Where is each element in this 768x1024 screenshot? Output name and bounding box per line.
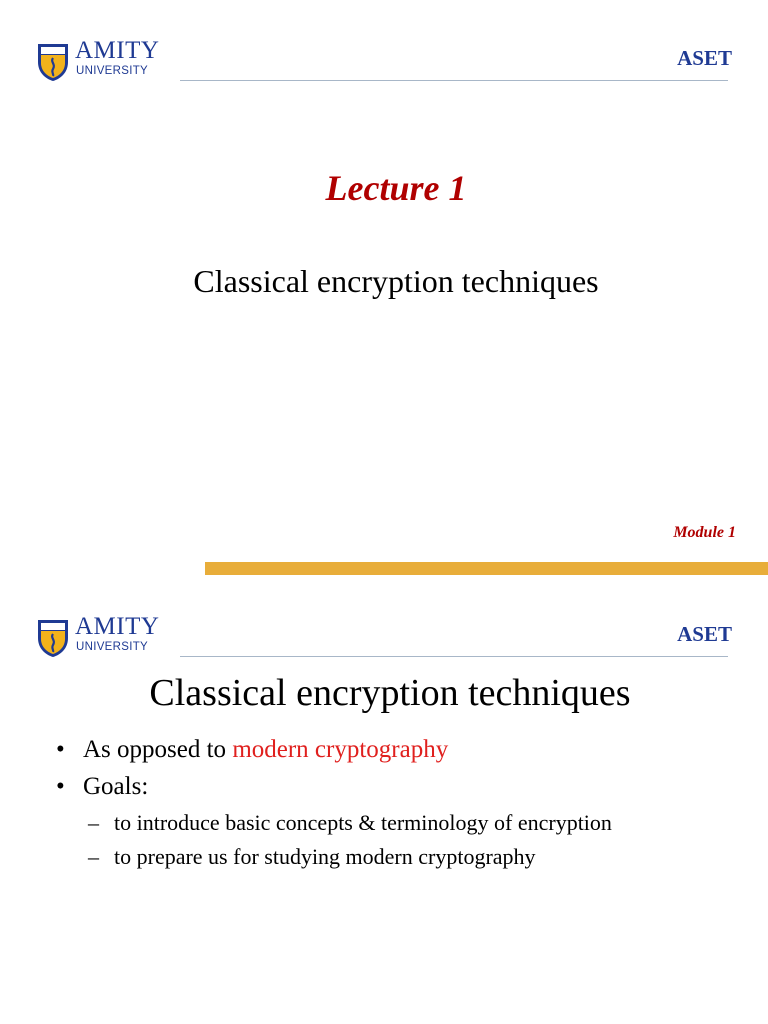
bullet-text: Goals:	[83, 773, 149, 800]
sub-bullet-text: to prepare us for studying modern cryptography	[114, 844, 536, 869]
highlight-text: modern cryptography	[232, 736, 449, 763]
dash-marker: –	[88, 810, 99, 835]
header-divider	[180, 80, 728, 81]
bullet-item	[56, 773, 612, 801]
header-aset-label: ASET	[677, 622, 732, 646]
sub-bullet-text: to introduce basic concepts & terminology of encryption	[114, 810, 612, 835]
bullet-list	[56, 736, 612, 878]
lecture-title: Lecture 1	[325, 168, 467, 208]
slide-2	[0, 580, 768, 1024]
sub-bullet-item	[56, 844, 612, 870]
amity-shield-icon	[36, 40, 70, 82]
orange-accent-bar	[205, 562, 768, 575]
module-label: Module 1	[673, 524, 736, 541]
sub-bullet-item	[56, 810, 612, 836]
logo-sub-text: UNIVERSITY	[76, 641, 149, 653]
bullet-item	[56, 736, 612, 764]
slide-title: Classical encryption techniques	[149, 672, 631, 714]
logo-brand-text: AMITY	[75, 613, 160, 640]
logo-brand-text: AMITY	[75, 37, 160, 64]
bullet-text: As opposed to	[83, 736, 233, 763]
amity-shield-icon	[36, 616, 70, 658]
lecture-subtitle: Classical encryption techniques	[193, 263, 599, 299]
dash-marker: –	[88, 844, 99, 869]
header-aset-label: ASET	[677, 46, 732, 70]
amity-logo	[36, 37, 171, 82]
logo-sub-text: UNIVERSITY	[76, 65, 149, 77]
header-divider	[180, 656, 728, 657]
amity-logo	[36, 613, 171, 658]
